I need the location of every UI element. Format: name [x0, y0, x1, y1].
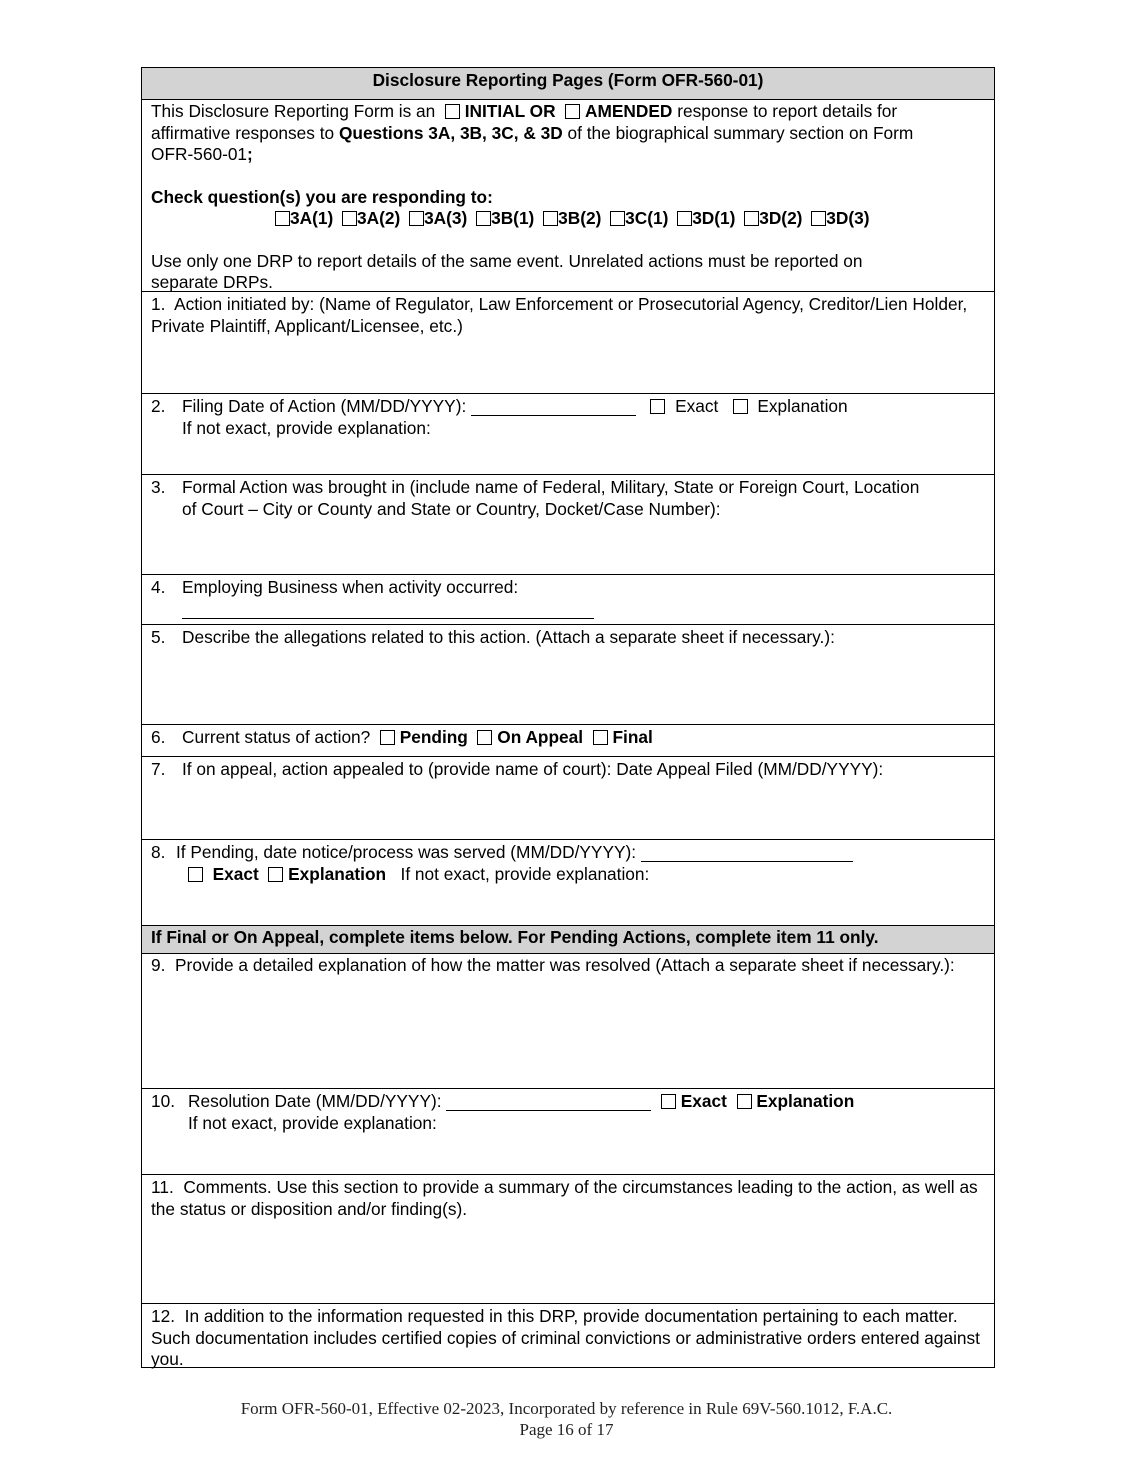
status-final-checkbox[interactable] [593, 730, 608, 745]
questions-reference: Questions 3A, 3B, 3C, & 3D [338, 122, 563, 143]
item-8-text: If Pending, date notice/process was served (MM/DD/YYYY): [176, 842, 637, 862]
resolution-date-field[interactable] [446, 1094, 651, 1111]
item-4-text: Employing Business when activity occurred: [182, 577, 519, 597]
intro-line3-semicolon: ; [247, 144, 253, 164]
item-9-text: Provide a detailed explanation of how the matter was resolved (Attach a separate sheet if necessary.): [175, 955, 955, 975]
item-6 [142, 725, 994, 757]
q-3d1-checkbox[interactable] [677, 211, 692, 226]
q-3c1-checkbox[interactable] [610, 211, 625, 226]
item-11-number: 11. [151, 1177, 174, 1197]
q-3a3-label: 3A(3) [424, 208, 468, 228]
drp-note-line2: separate DRPs. [151, 272, 273, 292]
form-title: Disclosure Reporting Pages (Form OFR-560-01) [372, 70, 764, 90]
q-3a2-checkbox[interactable] [342, 211, 357, 226]
item-8-number: 8. [151, 842, 166, 862]
resolution-date-exact-label: Exact [680, 1091, 727, 1111]
page-footer [0, 1398, 1133, 1440]
q-3a1-checkbox[interactable] [275, 211, 290, 226]
item-1-text: Action initiated by: (Name of Regulator, Law Enforcement or Prosecutorial Agency, Creditor/Lien Holder, Private Plaintiff, Applicant/Licensee, etc.) [151, 294, 968, 336]
disclosure-form [141, 67, 995, 1368]
q-3d1-label: 3D(1) [692, 208, 736, 228]
item-8-sub: If not exact, provide explanation: [400, 863, 650, 884]
item-5[interactable] [142, 625, 994, 725]
item-2-number: 2. [151, 396, 166, 416]
employing-business-field[interactable] [182, 602, 594, 619]
intro-line2-after: of the biographical summary section on Form [567, 122, 914, 143]
status-pending-checkbox[interactable] [380, 730, 395, 745]
item-10-text: Resolution Date (MM/DD/YYYY): [188, 1091, 442, 1111]
item-11[interactable] [142, 1175, 994, 1304]
item-7-number: 7. [151, 759, 166, 779]
resolution-date-explanation-checkbox[interactable] [737, 1094, 752, 1109]
initial-label: INITIAL OR [464, 101, 556, 121]
filing-date-field[interactable] [471, 399, 636, 416]
item-7-text: If on appeal, action appealed to (provide name of court): Date Appeal Filed (MM/DD/YYYY): [182, 759, 884, 779]
q-3d2-checkbox[interactable] [744, 211, 759, 226]
served-date-field[interactable] [641, 845, 853, 862]
status-on-appeal-checkbox[interactable] [477, 730, 492, 745]
item-3-line1: Formal Action was brought in (include name of Federal, Military, State or Foreign Court, Location [182, 477, 920, 497]
q-3a3-checkbox[interactable] [409, 211, 424, 226]
q-3b1-label: 3B(1) [491, 208, 535, 228]
served-date-explanation-label: Explanation [288, 863, 387, 884]
served-date-exact-label: Exact [212, 863, 259, 884]
q-3b2-checkbox[interactable] [543, 211, 558, 226]
item-3-number: 3. [151, 477, 166, 497]
check-heading: Check question(s) you are responding to: [151, 186, 493, 207]
item-5-number: 5. [151, 627, 166, 647]
section-note: If Final or On Appeal, complete items below. For Pending Actions, complete item 11 only. [151, 927, 879, 947]
item-6-text: Current status of action? [182, 727, 371, 747]
item-7[interactable] [142, 757, 994, 840]
resolution-date-explanation-label: Explanation [756, 1091, 855, 1111]
amended-label: AMENDED [585, 101, 673, 121]
item-1[interactable] [142, 292, 994, 394]
served-date-exact-checkbox[interactable] [188, 867, 203, 882]
status-on-appeal-label: On Appeal [497, 727, 584, 747]
filing-date-explanation-checkbox[interactable] [733, 399, 748, 414]
intro-line2: affirmative responses to [151, 122, 335, 143]
item-12-number: 12. [151, 1306, 176, 1326]
item-10-sub: If not exact, provide explanation: [188, 1112, 437, 1133]
form-title-row [142, 68, 994, 100]
filing-date-exact-checkbox[interactable] [650, 399, 665, 414]
intro-text: This Disclosure Reporting Form is an [151, 101, 436, 121]
question-checkboxes [151, 208, 985, 230]
served-date-explanation-checkbox[interactable] [268, 867, 283, 882]
status-final-label: Final [612, 727, 653, 747]
item-1-number: 1. [151, 294, 166, 314]
item-11-text: Comments. Use this section to provide a summary of the circumstances leading to the action, as well as the status or disposition and/or finding(s). [151, 1177, 978, 1219]
item-10-number: 10. [151, 1091, 176, 1111]
item-2-text: Filing Date of Action (MM/DD/YYYY): [182, 396, 467, 416]
q-3a1-label: 3A(1) [290, 208, 334, 228]
q-3a2-label: 3A(2) [357, 208, 401, 228]
item-8[interactable] [142, 840, 994, 926]
filing-date-exact-label: Exact [675, 396, 719, 416]
item-3-line2: of Court – City or County and State or Country, Docket/Case Number): [182, 498, 721, 519]
status-pending-label: Pending [399, 727, 468, 747]
item-2-sub: If not exact, provide explanation: [182, 417, 431, 438]
item-9[interactable] [142, 954, 994, 1089]
q-3d3-label: 3D(3) [826, 208, 870, 228]
q-3b2-label: 3B(2) [558, 208, 602, 228]
initial-checkbox[interactable] [445, 104, 460, 119]
item-4[interactable] [142, 575, 994, 625]
item-10[interactable] [142, 1089, 994, 1175]
intro-section [142, 100, 994, 292]
section-note-row [142, 926, 994, 954]
item-12-text: In addition to the information requested in this DRP, provide documentation pertaining to each matter. Such documentation includes certified copies of criminal convictions or administrative orders entered against you. [151, 1306, 980, 1369]
filing-date-explanation-label: Explanation [757, 396, 848, 416]
item-6-number: 6. [151, 727, 166, 747]
resolution-date-exact-checkbox[interactable] [661, 1094, 676, 1109]
item-9-number: 9. [151, 955, 166, 975]
item-4-number: 4. [151, 577, 166, 597]
item-12 [142, 1304, 994, 1369]
q-3b1-checkbox[interactable] [476, 211, 491, 226]
item-2[interactable] [142, 394, 994, 475]
item-5-text: Describe the allegations related to this action. (Attach a separate sheet if necessary.): [182, 627, 835, 647]
footer-form-reference: Form OFR-560-01, Effective 02-2023, Incorporated by reference in Rule 69V-560.1012, F.A.C. [240, 1399, 893, 1418]
item-3[interactable] [142, 475, 994, 575]
page-number: Page 16 of 17 [519, 1420, 614, 1439]
q-3d3-checkbox[interactable] [811, 211, 826, 226]
q-3c1-label: 3C(1) [625, 208, 669, 228]
intro-line3: OFR-560-01 [151, 144, 248, 164]
drp-note-line1: Use only one DRP to report details of the same event. Unrelated actions must be reported on [151, 250, 863, 271]
q-3d2-label: 3D(2) [759, 208, 803, 228]
amended-checkbox[interactable] [565, 104, 580, 119]
intro-text-after: response to report details for [677, 101, 898, 121]
